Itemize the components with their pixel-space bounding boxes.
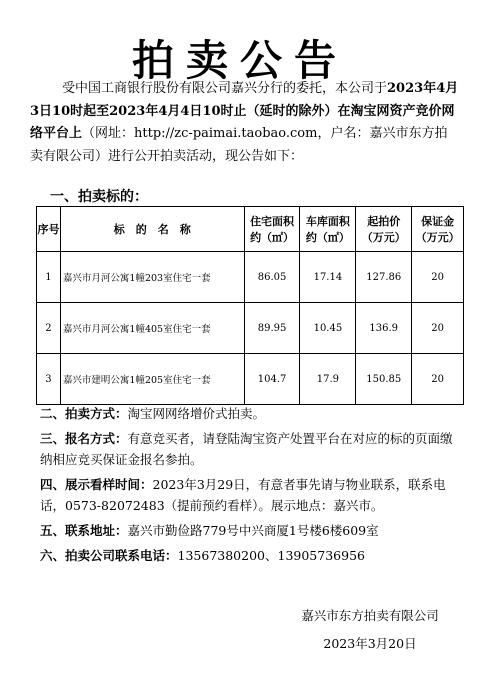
table-row: [37, 354, 464, 405]
cell-residential-area: 89.95: [244, 303, 300, 354]
header-residential-area: 住宅面积约（㎡）: [244, 207, 300, 252]
intro-text-1: 受中国工商银行股份有限公司嘉兴分行的委托，本公司于: [62, 81, 388, 96]
section-text: 嘉兴市勤俭路779号中兴商厦1号楼6楼609室: [127, 523, 379, 538]
section-text: 淘宝网网络增价式拍卖。: [127, 406, 266, 421]
intro-text-2: （网址：http://zc-paimai.taobao.com，户名：嘉兴市东方拍卖有限公司）进行公开拍卖活动，现公告如下：: [30, 126, 448, 164]
section-text: 2023年3月29日，有意者事先请与物业联系，联系电话，0573-82072483（提前预约看样）。展示地点：嘉兴市。: [40, 477, 446, 513]
section-contact-phone: [40, 545, 464, 566]
cell-starting-price: 150.85: [356, 354, 412, 405]
company-name: 嘉兴市东方拍卖有限公司: [301, 608, 439, 623]
auction-items-table: [36, 206, 464, 405]
auction-time: 2023年4月3日10时起至2023年4月4日10时止（延时的除外）在淘宝网资产竞价网络平台上: [30, 81, 459, 141]
section-text: 有意竞买者，请登陆淘宝资产处置平台在对应的标的页面缴纳相应竞买保证金报名参拍。: [40, 431, 453, 467]
table-row: [37, 303, 464, 354]
page-title: 拍卖公告: [131, 36, 348, 85]
notice-date: 2023年3月20日: [323, 636, 417, 651]
cell-name: 嘉兴市月河公寓1幢405室住宅一套: [60, 303, 244, 354]
signature-block: [280, 602, 460, 658]
table-header-row: [37, 207, 464, 252]
cell-garage-area: 17.9: [300, 354, 356, 405]
section-text: 13567380200、13905736956: [177, 548, 365, 563]
intro-paragraph: [30, 78, 460, 168]
cell-deposit: 20: [412, 252, 464, 303]
cell-deposit: 20: [412, 303, 464, 354]
section-label: 五、联系地址：: [40, 523, 128, 538]
section-auction-items-title: 一、拍卖标的：: [50, 189, 148, 205]
cell-name: 嘉兴市建明公寓1幢205室住宅一套: [60, 354, 244, 405]
section-label: 六、拍卖公司联系电话：: [40, 548, 178, 563]
section-contact-address: [40, 520, 464, 541]
header-deposit: 保证金（万元）: [412, 207, 464, 252]
cell-index: 2: [37, 303, 61, 354]
cell-name: 嘉兴市月河公寓1幢203室住宅一套: [60, 252, 244, 303]
table-row: [37, 252, 464, 303]
cell-deposit: 20: [412, 354, 464, 405]
header-garage-area: 车库面积约（㎡）: [300, 207, 356, 252]
header-starting-price: 起拍价（万元）: [356, 207, 412, 252]
cell-starting-price: 127.86: [356, 252, 412, 303]
section-label: 三、报名方式：: [40, 431, 128, 446]
cell-residential-area: 104.7: [244, 354, 300, 405]
section-label: 二、拍卖方式：: [40, 406, 128, 421]
notice-sections: [40, 403, 464, 570]
cell-starting-price: 136.9: [356, 303, 412, 354]
section-auction-method: [40, 403, 464, 424]
header-name: 标 的 名 称: [60, 207, 244, 252]
header-index: 序号: [37, 207, 61, 252]
cell-residential-area: 86.05: [244, 252, 300, 303]
cell-garage-area: 17.14: [300, 252, 356, 303]
section-viewing-time: [40, 474, 464, 516]
cell-index: 1: [37, 252, 61, 303]
section-label: 四、展示看样时间：: [40, 477, 153, 492]
cell-index: 3: [37, 354, 61, 405]
cell-garage-area: 10.45: [300, 303, 356, 354]
section-registration: [40, 428, 464, 470]
